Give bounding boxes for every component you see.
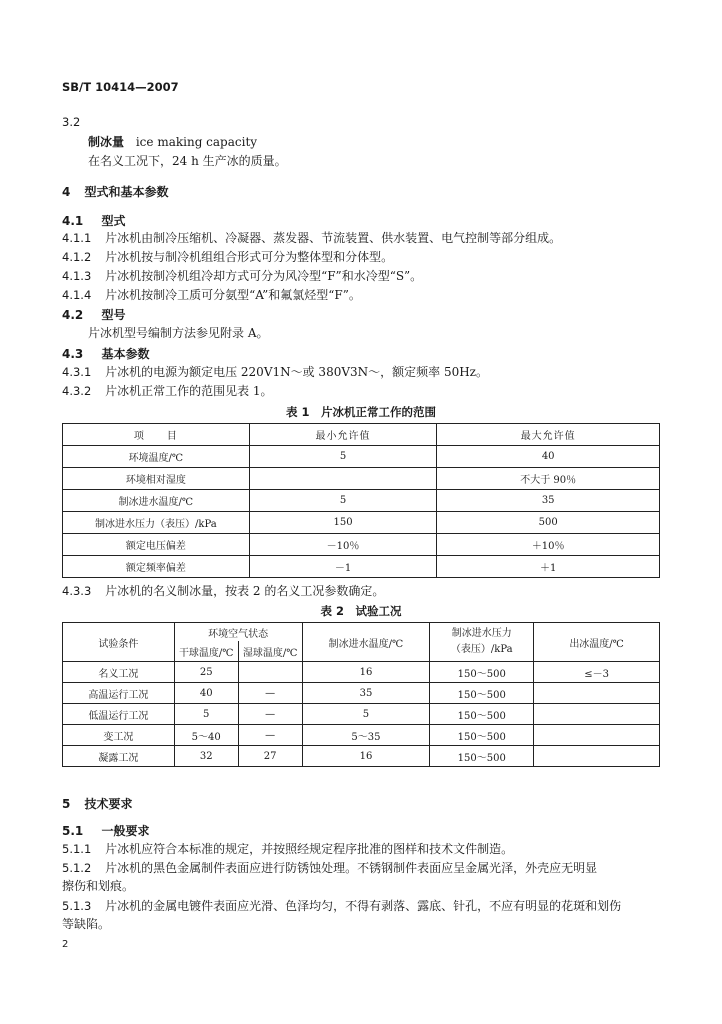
section-5-number: 5 (62, 797, 71, 811)
clause-number: 4.3.3 (62, 584, 92, 598)
table-cell: 不大于 90％ (437, 468, 660, 490)
table-cell: 低温运行工况 (63, 704, 175, 725)
table-row (63, 490, 660, 512)
clause-number: 4.3.1 (62, 365, 92, 379)
table-row (63, 683, 660, 704)
table-cell (238, 662, 302, 683)
table-cell (534, 746, 660, 767)
clause-text: 片冰机按制冷机组冷却方式可分为风冷型“F”和水冷型“S”。 (105, 269, 423, 283)
clause-number: 5.1.2 (62, 861, 92, 875)
table-header-cell: 最小允许值 (249, 424, 437, 446)
section-5-title: 技术要求 (84, 797, 133, 811)
clause-5-1-3 (62, 898, 621, 914)
table-cell: 环境温度/℃ (63, 446, 250, 468)
clause-text: 片冰机正常工作的范围见表 1。 (105, 384, 273, 398)
table-cell: 25 (174, 662, 238, 683)
table-header-row (63, 424, 660, 446)
table-cell: 5 (249, 446, 437, 468)
section-4-title: 型式和基本参数 (84, 185, 169, 199)
table-header-cell: 试验条件 (63, 623, 175, 662)
table-cell: 27 (238, 746, 302, 767)
clause-4-1-3 (62, 268, 422, 284)
table-header-cell (430, 623, 534, 662)
table-cell: 环境相对湿度 (63, 468, 250, 490)
table-cell: 40 (437, 446, 660, 468)
table-cell (534, 683, 660, 704)
table-row (63, 662, 660, 683)
table-cell: 150 (249, 512, 437, 534)
section-4-3-heading (62, 345, 149, 362)
pressure-header-line: （表压）/kPa (450, 644, 513, 655)
table-cell: — (238, 725, 302, 746)
document-header: SB/T 10414—2007 (62, 80, 179, 94)
section-4-3-title: 基本参数 (101, 347, 150, 361)
clause-4-3-2 (62, 383, 273, 399)
clause-text: 片冰机的黑色金属制件表面应进行防锈蚀处理。不锈钢制件表面应呈金属光泽，外壳应无明显 (105, 861, 598, 875)
section-4-3-number: 4.3 (62, 347, 84, 361)
table-row (63, 704, 660, 725)
table-1 (62, 423, 660, 578)
clause-text: 片冰机的金属电镀件表面应光滑、色泽均匀，不得有剥落、露底、针孔，不应有明显的花斑和划伤 (105, 899, 622, 913)
section-4-2-heading (62, 306, 125, 323)
table-row (63, 556, 660, 578)
table-row (63, 534, 660, 556)
section-5-1-number: 5.1 (62, 824, 84, 838)
section-4-1-title: 型式 (101, 214, 126, 228)
table-cell (534, 704, 660, 725)
table-cell: 150～500 (430, 704, 534, 725)
table-cell: 500 (437, 512, 660, 534)
clause-5-1-3-continued: 等缺陷。 (62, 917, 111, 931)
table-cell: 5～35 (302, 725, 430, 746)
term-zh: 制冰量 (88, 135, 125, 149)
section-4-heading (62, 183, 169, 200)
clause-5-1-2-continued: 擦伤和划痕。 (62, 879, 135, 893)
term-definition: 在名义工况下，24 h 生产冰的质量。 (88, 154, 287, 168)
table-cell: 5～40 (174, 725, 238, 746)
table-row (63, 512, 660, 534)
clause-text: 片冰机按制冷工质可分氨型“A”和氟氯烃型“F”。 (105, 288, 361, 302)
clause-number: 4.1.4 (62, 288, 92, 302)
section-5-1-heading (62, 822, 149, 839)
clause-text: 片冰机的电源为额定电压 220V1N～或 380V3N～，额定频率 50Hz。 (105, 365, 489, 379)
clause-text: 片冰机按与制冷机组组合形式可分为整体型和分体型。 (105, 250, 394, 264)
table-header-cell: 环境空气状态 (174, 623, 302, 642)
table-row (63, 446, 660, 468)
table-cell: 32 (174, 746, 238, 767)
section-5-1-title: 一般要求 (101, 824, 150, 838)
section-4-2-text: 片冰机型号编制方法参见附录 A。 (88, 326, 269, 340)
table-header-cell: 湿球温度/℃ (238, 641, 302, 662)
table-cell: 150～500 (430, 662, 534, 683)
table-cell: 变工况 (63, 725, 175, 746)
table-cell: — (238, 704, 302, 725)
clause-4-1-2 (62, 249, 393, 265)
table-cell: 额定频率偏差 (63, 556, 250, 578)
term-3-2 (88, 134, 257, 150)
table-header-cell: 出冰温度/℃ (534, 623, 660, 662)
table-cell: — (238, 683, 302, 704)
clause-text: 片冰机应符合本标准的规定，并按照经规定程序批准的图样和技术文件制造。 (105, 842, 514, 856)
section-3-2-number: 3.2 (62, 115, 81, 129)
clause-4-1-4 (62, 287, 361, 303)
table-cell: 5 (174, 704, 238, 725)
section-4-number: 4 (62, 185, 71, 199)
table-cell: 16 (302, 746, 430, 767)
table-cell: 40 (174, 683, 238, 704)
table-cell: －1 (249, 556, 437, 578)
table-cell: 150～500 (430, 725, 534, 746)
table-row (63, 725, 660, 746)
table-2 (62, 622, 660, 767)
term-en: ice making capacity (135, 135, 258, 149)
clause-4-3-1 (62, 364, 488, 380)
table-cell (534, 725, 660, 746)
table-header-row (63, 623, 660, 642)
table-cell: 16 (302, 662, 430, 683)
table-cell: 35 (437, 490, 660, 512)
clause-4-3-3 (62, 583, 384, 599)
clause-text: 片冰机的名义制冰量，按表 2 的名义工况参数确定。 (105, 584, 385, 598)
clause-number: 5.1.1 (62, 842, 92, 856)
section-4-2-number: 4.2 (62, 308, 84, 322)
table-2-caption: 表 2 试验工况 (320, 604, 402, 618)
table-cell: 5 (249, 490, 437, 512)
clause-number: 4.1.3 (62, 269, 92, 283)
table-cell: ≤－3 (534, 662, 660, 683)
table-cell: ＋1 (437, 556, 660, 578)
table-cell (249, 468, 437, 490)
clause-number: 5.1.3 (62, 899, 92, 913)
clause-5-1-1 (62, 841, 513, 857)
section-4-1-number: 4.1 (62, 214, 84, 228)
table-header-cell: 最大允许值 (437, 424, 660, 446)
pressure-header-line: 制冰进水压力 (451, 628, 512, 639)
table-cell: 名义工况 (63, 662, 175, 683)
table-cell: 制冰进水温度/℃ (63, 490, 250, 512)
table-cell: ＋10％ (437, 534, 660, 556)
table-cell: 35 (302, 683, 430, 704)
section-5-heading (62, 795, 133, 812)
table-1-caption: 表 1 片冰机正常工作的范围 (285, 405, 436, 419)
clause-number: 4.1.2 (62, 250, 92, 264)
table-header-cell: 制冰进水温度/℃ (302, 623, 430, 662)
table-cell: －10％ (249, 534, 437, 556)
clause-5-1-2 (62, 860, 597, 876)
table-header-cell: 干球温度/℃ (174, 641, 238, 662)
clause-4-1-1 (62, 230, 561, 246)
page-number: 2 (62, 939, 69, 950)
section-4-2-title: 型号 (101, 308, 126, 322)
table-row (63, 746, 660, 767)
clause-number: 4.3.2 (62, 384, 92, 398)
clause-text: 片冰机由制冷压缩机、冷凝器、蒸发器、节流装置、供水装置、电气控制等部分组成。 (105, 231, 562, 245)
section-4-1-heading (62, 212, 125, 229)
table-cell: 150～500 (430, 746, 534, 767)
table-header-cell: 项 目 (63, 424, 250, 446)
table-cell: 5 (302, 704, 430, 725)
clause-number: 4.1.1 (62, 231, 92, 245)
table-cell: 制冰进水压力（表压）/kPa (63, 512, 250, 534)
table-cell: 150～500 (430, 683, 534, 704)
table-cell: 额定电压偏差 (63, 534, 250, 556)
table-cell: 高温运行工况 (63, 683, 175, 704)
table-row (63, 468, 660, 490)
table-cell: 凝露工况 (63, 746, 175, 767)
